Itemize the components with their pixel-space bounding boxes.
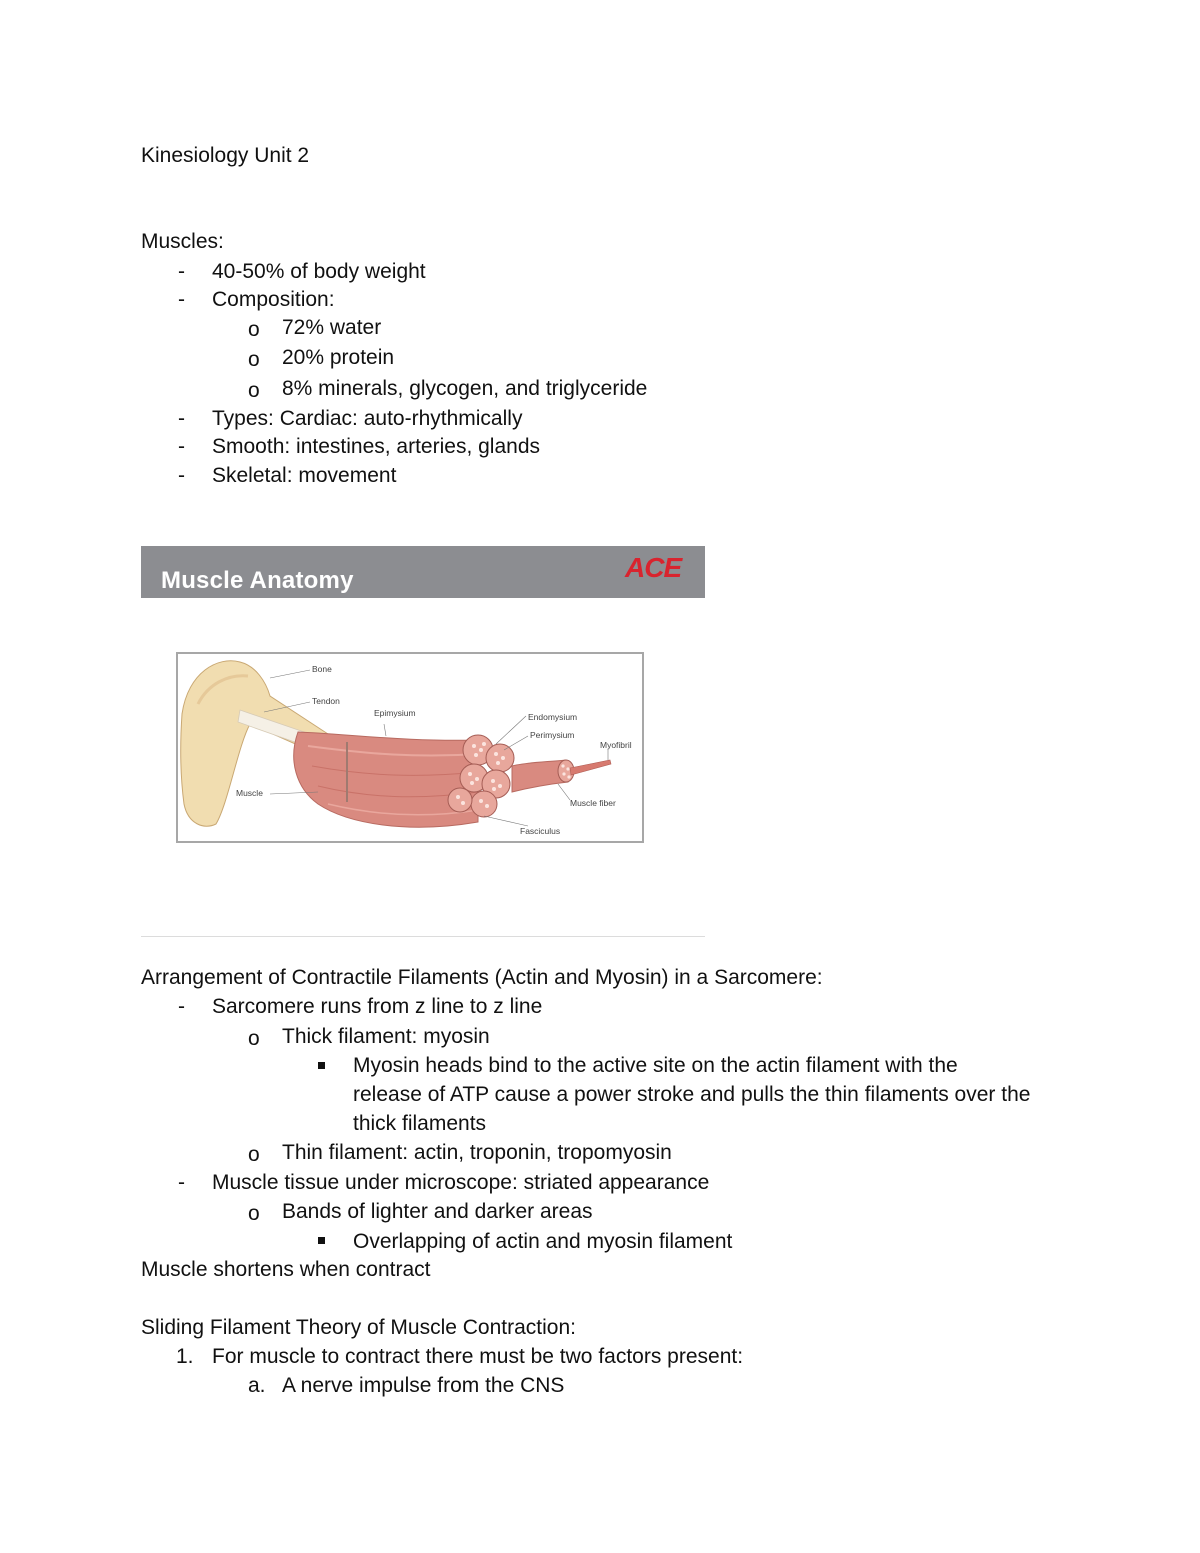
dash-bullet: - (178, 464, 185, 487)
label-myofibril: Myofibril (600, 740, 632, 750)
muscles-heading: Muscles: (141, 230, 224, 253)
circle-bullet: o (248, 1027, 260, 1050)
muscle-illustration (178, 654, 642, 841)
label-endomysium: Endomysium (528, 712, 578, 722)
list-item: For muscle to contract there must be two factors present: (212, 1345, 744, 1368)
list-item: 72% water (282, 316, 382, 339)
list-item: 8% minerals, glycogen, and triglyceride (282, 377, 648, 400)
muscle-diagram (176, 652, 644, 843)
list-item: Bands of lighter and darker areas (282, 1200, 593, 1223)
list-item: 40-50% of body weight (212, 260, 426, 283)
label-bone: Bone (312, 664, 332, 674)
dash-bullet: - (178, 1171, 185, 1194)
dash-bullet: - (178, 260, 185, 283)
list-item: Skeletal: movement (212, 464, 397, 487)
muscle-anatomy-figure (141, 546, 705, 937)
label-epimysium: Epimysium (374, 708, 416, 718)
dash-bullet: - (178, 288, 185, 311)
dash-bullet: - (178, 407, 185, 430)
list-item: A nerve impulse from the CNS (282, 1374, 565, 1397)
label-muscle: Muscle (236, 788, 263, 798)
list-item: Sarcomere runs from z line to z line (212, 995, 543, 1018)
square-bullet (318, 1237, 325, 1244)
list-item: Myosin heads bind to the active site on the actin filament with the (353, 1054, 958, 1077)
document-title: Kinesiology Unit 2 (141, 144, 310, 167)
dash-bullet: - (178, 435, 185, 458)
sarcomere-heading: Arrangement of Contractile Filaments (Actin and Myosin) in a Sarcomere: (141, 966, 823, 989)
square-bullet (318, 1062, 325, 1069)
list-item: Overlapping of actin and myosin filament (353, 1230, 733, 1253)
figure-title: Muscle Anatomy (161, 567, 354, 594)
list-item: Muscle tissue under microscope: striated appearance (212, 1171, 710, 1194)
list-item: Thick filament: myosin (282, 1025, 490, 1048)
label-fasciculus: Fasciculus (520, 826, 561, 836)
circle-bullet: o (248, 348, 260, 371)
list-item: Composition: (212, 288, 335, 311)
ace-logo: ACE (625, 552, 682, 583)
list-item: Thin filament: actin, troponin, tropomyosin (282, 1141, 672, 1164)
paragraph: Muscle shortens when contract (141, 1258, 431, 1281)
list-item: Types: Cardiac: auto-rhythmically (212, 407, 523, 430)
circle-bullet: o (248, 1143, 260, 1166)
circle-bullet: o (248, 1202, 260, 1225)
dash-bullet: - (178, 995, 185, 1018)
label-perimysium: Perimysium (530, 730, 575, 740)
label-muscle-fiber: Muscle fiber (570, 798, 616, 808)
sliding-heading: Sliding Filament Theory of Muscle Contraction: (141, 1316, 576, 1339)
number-marker: 1. (176, 1345, 194, 1368)
circle-bullet: o (248, 318, 260, 341)
list-item-continuation: release of ATP cause a power stroke and pulls the thin filaments over the (353, 1083, 1031, 1106)
label-tendon: Tendon (312, 696, 340, 706)
letter-marker: a. (248, 1374, 266, 1397)
list-item-continuation: thick filaments (353, 1112, 487, 1135)
circle-bullet: o (248, 379, 260, 402)
list-item: Smooth: intestines, arteries, glands (212, 435, 541, 458)
list-item: 20% protein (282, 346, 395, 369)
